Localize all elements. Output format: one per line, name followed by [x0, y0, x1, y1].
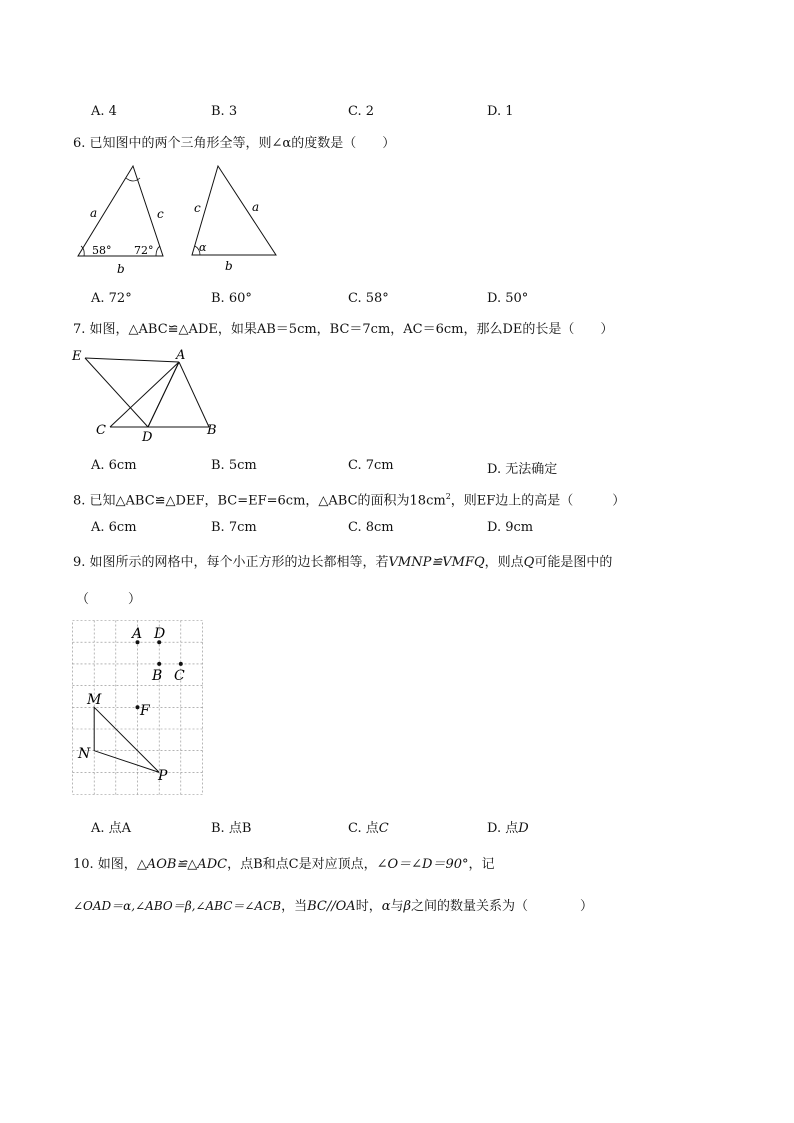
q7-option-a: A. 6cm — [91, 458, 137, 473]
q9-option-c: C. 点C — [348, 821, 389, 836]
q6-t2-side-b: b — [225, 259, 233, 273]
q5-option-a: A. 4 — [91, 104, 117, 119]
q6-angle-72: 72° — [134, 244, 154, 257]
q9-point-f — [136, 705, 140, 709]
q7-stem: 7. 如图，△ABC≌△ADE，如果AB＝5cm，BC＝7cm，AC＝6cm，那么DE的长是（ ） — [73, 322, 614, 337]
q7-label-a: A — [176, 348, 186, 363]
q9-grid-figure — [70, 618, 206, 798]
q6-angle-alpha: α — [199, 241, 207, 254]
q6-figure — [70, 160, 290, 280]
q9-label-m: M — [87, 692, 102, 708]
q6-option-c: C. 58° — [348, 291, 389, 306]
q7-option-b: B. 5cm — [211, 458, 257, 473]
q9-stem-paren: （ ） — [76, 592, 142, 607]
q6-t1-side-b: b — [117, 262, 125, 276]
q7-option-c: C. 7cm — [348, 458, 394, 473]
q9-option-d: D. 点D — [487, 821, 529, 836]
q8-option-c: C. 8cm — [348, 520, 394, 535]
q8-option-d: D. 9cm — [487, 520, 534, 535]
q6-t2-side-a: a — [252, 200, 260, 214]
q9-label-d: D — [154, 626, 166, 642]
q6-t1-side-a: a — [90, 206, 98, 220]
q7-label-c: C — [96, 423, 106, 438]
q7-option-d: D. 无法确定 — [487, 462, 558, 477]
q5-option-d: D. 1 — [487, 104, 514, 119]
q7-label-b: B — [207, 423, 217, 438]
q8-option-b: B. 7cm — [211, 520, 257, 535]
q8-stem: 8. 已知△ABC≌△DEF，BC=EF=6cm，△ABC的面积为$18cm^2$，则EF边上的高是（ ） — [73, 492, 626, 509]
q5-option-b: B. 3 — [211, 104, 238, 119]
q7-label-e: E — [72, 349, 82, 364]
q9-label-f: F — [140, 703, 150, 719]
q8-option-a: A. 6cm — [91, 520, 137, 535]
q6-t1-side-c: c — [157, 207, 164, 221]
q7-figure — [70, 345, 230, 445]
q9-label-b: B — [152, 668, 163, 684]
q10-stem-line1: 10. 如图，△AOB≌△ADC，点B和点C是对应顶点，∠O＝∠D＝90°，记 — [73, 857, 495, 872]
q9-label-p: P — [158, 768, 168, 784]
q9-label-n: N — [78, 746, 91, 762]
q6-angle-58: 58° — [92, 244, 112, 257]
q9-label-c: C — [174, 668, 185, 684]
q9-point-b — [157, 662, 161, 666]
q10-stem-line2: ∠OAD＝α,∠ABO＝β,∠ABC＝∠ACB，当BC//OA时，α与β之间的数量关系为（ ） — [73, 899, 594, 914]
q9-point-c — [179, 662, 183, 666]
q6-option-a: A. 72° — [91, 291, 132, 306]
q9-option-a: A. 点A — [91, 821, 132, 836]
q9-label-a: A — [132, 626, 143, 642]
q6-t2-side-c: c — [194, 201, 201, 215]
q5-option-c: C. 2 — [348, 104, 375, 119]
q6-option-d: D. 50° — [487, 291, 529, 306]
q6-stem: 6. 已知图中的两个三角形全等，则∠α的度数是（ ） — [73, 136, 396, 151]
q6-option-b: B. 60° — [211, 291, 252, 306]
q9-option-b: B. 点B — [211, 821, 252, 836]
q9-stem: 9. 如图所示的网格中，每个小正方形的边长都相等，若VMNP≌VMFQ，则点Q可能是图中的 — [73, 555, 613, 570]
q7-label-d: D — [142, 430, 153, 445]
